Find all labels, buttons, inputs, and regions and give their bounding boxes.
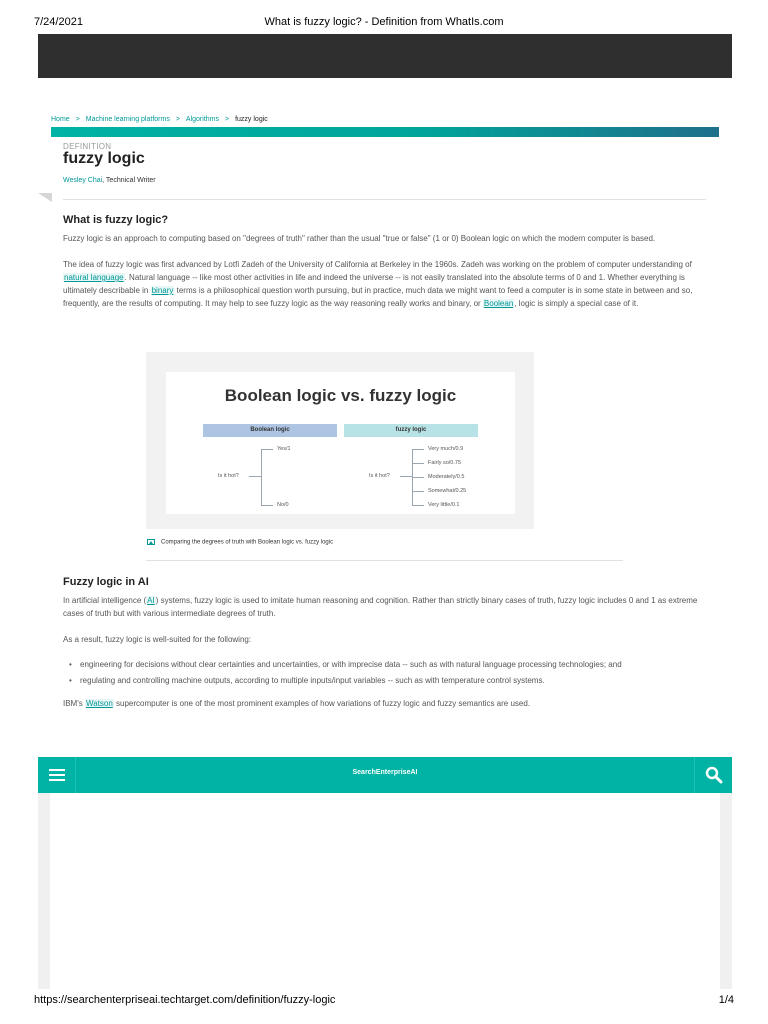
paragraph: As a result, fuzzy logic is well-suited for the following: <box>63 635 252 644</box>
page-number: 1/4 <box>718 994 734 1006</box>
page-title: fuzzy logic <box>63 150 145 167</box>
print-header <box>34 16 734 30</box>
paragraph-text: ) systems, fuzzy logic is used to imitate human reasoning and cognition. Rather than strictly binary cases of truth, fuzzy logic includes 0 and 1 as extreme cases of truth but with various intermediate degrees of truth. <box>63 596 698 618</box>
fuzzy-question: Is it hot? <box>369 473 390 479</box>
top-banner <box>38 34 732 78</box>
paragraph-text: , logic is simply a special case of it. <box>514 299 639 308</box>
section-heading: What is fuzzy logic? <box>63 214 169 226</box>
breadcrumb-ml-platforms[interactable]: Machine learning platforms <box>85 116 170 123</box>
fuzzy-value: Somewhat/0.25 <box>428 488 467 494</box>
breadcrumb-separator: > <box>225 116 230 123</box>
paragraph <box>63 258 708 310</box>
paragraph <box>63 697 708 710</box>
connector-line <box>412 463 424 464</box>
list-item: • regulating and controlling machine outputs, according to multiple inputs/input variables -- such as with temperature control systems. <box>69 675 708 686</box>
divider <box>146 560 623 561</box>
link-watson[interactable]: Watson <box>85 699 113 708</box>
search-icon[interactable] <box>694 757 732 793</box>
corner-decoration <box>38 193 52 202</box>
bullet-list <box>69 659 708 686</box>
link-natural-language[interactable]: natural language <box>64 273 124 282</box>
site-navigation-bar <box>38 757 732 793</box>
site-name[interactable]: SearchEnterpriseAI <box>352 769 418 776</box>
section-fuzzy-in-ai <box>63 576 708 723</box>
paragraph: Fuzzy logic is an approach to computing based on "degrees of truth" rather than the usual "true or false" (1 or 0) Boolean logic on which the modern computer is based. <box>63 234 656 243</box>
fuzzy-value: Very little/0.1 <box>428 502 460 508</box>
boolean-header: Boolean logic <box>203 424 337 437</box>
breadcrumb-separator: > <box>175 116 180 123</box>
print-footer <box>34 994 734 1008</box>
breadcrumb <box>51 116 268 123</box>
fuzzy-value: Moderately/0.5 <box>428 474 465 480</box>
breadcrumb-current: fuzzy logic <box>235 116 268 123</box>
connector-line <box>412 477 424 478</box>
divider <box>63 199 706 200</box>
fuzzy-header: fuzzy logic <box>344 424 478 437</box>
breadcrumb-home[interactable]: Home <box>51 116 70 123</box>
connector-line <box>249 476 261 477</box>
breadcrumb-separator: > <box>75 116 80 123</box>
fuzzy-value: Fairly so/0.75 <box>428 460 462 466</box>
content-placeholder-area <box>38 793 732 989</box>
header-accent-bar <box>51 127 719 137</box>
blank-panel <box>50 793 720 989</box>
paragraph-text: . Natural language -- like most other activities in life and indeed the universe -- is not easily translated into the absolute terms of 0 and 1. Whether everything is ultimately describable in <box>63 273 685 295</box>
figure-card <box>166 372 515 514</box>
paragraph-text: supercomputer is one of the most prominent examples of how variations of fuzzy logic and fuzzy semantics are used. <box>113 699 531 708</box>
section-heading: Fuzzy logic in AI <box>63 576 149 588</box>
paragraph-text: IBM's <box>63 699 85 708</box>
boolean-value-no: No/0 <box>277 502 289 508</box>
link-binary[interactable]: binary <box>151 286 174 295</box>
paragraph-text: In artificial intelligence ( <box>63 596 147 605</box>
definition-kicker: DEFINITION <box>63 142 112 151</box>
paragraph-text: terms is a philosophical question worth pursuing, but in practice, much data we might want to feed a computer is in some state in between and so, frequently, are the results of computing. It may help to see fuzzy logic as the way reasoning really works and binary, or <box>63 286 693 308</box>
byline <box>63 177 156 184</box>
connector-line <box>261 449 273 450</box>
figure-title: Boolean logic vs. fuzzy logic <box>224 386 457 405</box>
print-url: https://searchenterpriseai.techtarget.com/definition/fuzzy-logic <box>34 994 336 1006</box>
link-boolean[interactable]: Boolean <box>483 299 514 308</box>
connector-line <box>400 476 412 477</box>
paragraph-text: The idea of fuzzy logic was first advanced by Lotfi Zadeh of the University of California at Berkeley in the 1960s. Zadeh was working on the problem of computer understanding of <box>63 260 692 269</box>
author-role: , Technical Writer <box>102 177 156 184</box>
connector-line <box>412 491 424 492</box>
paragraph <box>63 594 708 620</box>
boolean-question: Is it hot? <box>218 473 239 479</box>
caption-text: Comparing the degrees of truth with Boolean logic vs. fuzzy logic <box>161 539 334 546</box>
connector-line <box>261 505 273 506</box>
link-ai[interactable]: AI <box>147 596 155 605</box>
connector-line <box>412 505 424 506</box>
author-link[interactable]: Wesley Chai <box>63 177 103 184</box>
print-title: What is fuzzy logic? - Definition from WhatIs.com <box>264 16 504 28</box>
fuzzy-value: Very much/0.9 <box>428 446 464 452</box>
list-item: • engineering for decisions without clear certainties and uncertainties, or with imprecise data -- such as with natural language processing technologies; and <box>69 659 708 670</box>
comparison-figure[interactable] <box>146 352 534 529</box>
connector-line <box>412 449 424 450</box>
section-what-is <box>63 214 708 323</box>
print-date: 7/24/2021 <box>34 16 83 28</box>
figure-caption <box>147 539 333 546</box>
breadcrumb-algorithms[interactable]: Algorithms <box>185 116 219 123</box>
boolean-value-yes: Yes/1 <box>277 446 291 452</box>
connector-line <box>261 449 262 505</box>
image-icon[interactable] <box>147 539 155 545</box>
